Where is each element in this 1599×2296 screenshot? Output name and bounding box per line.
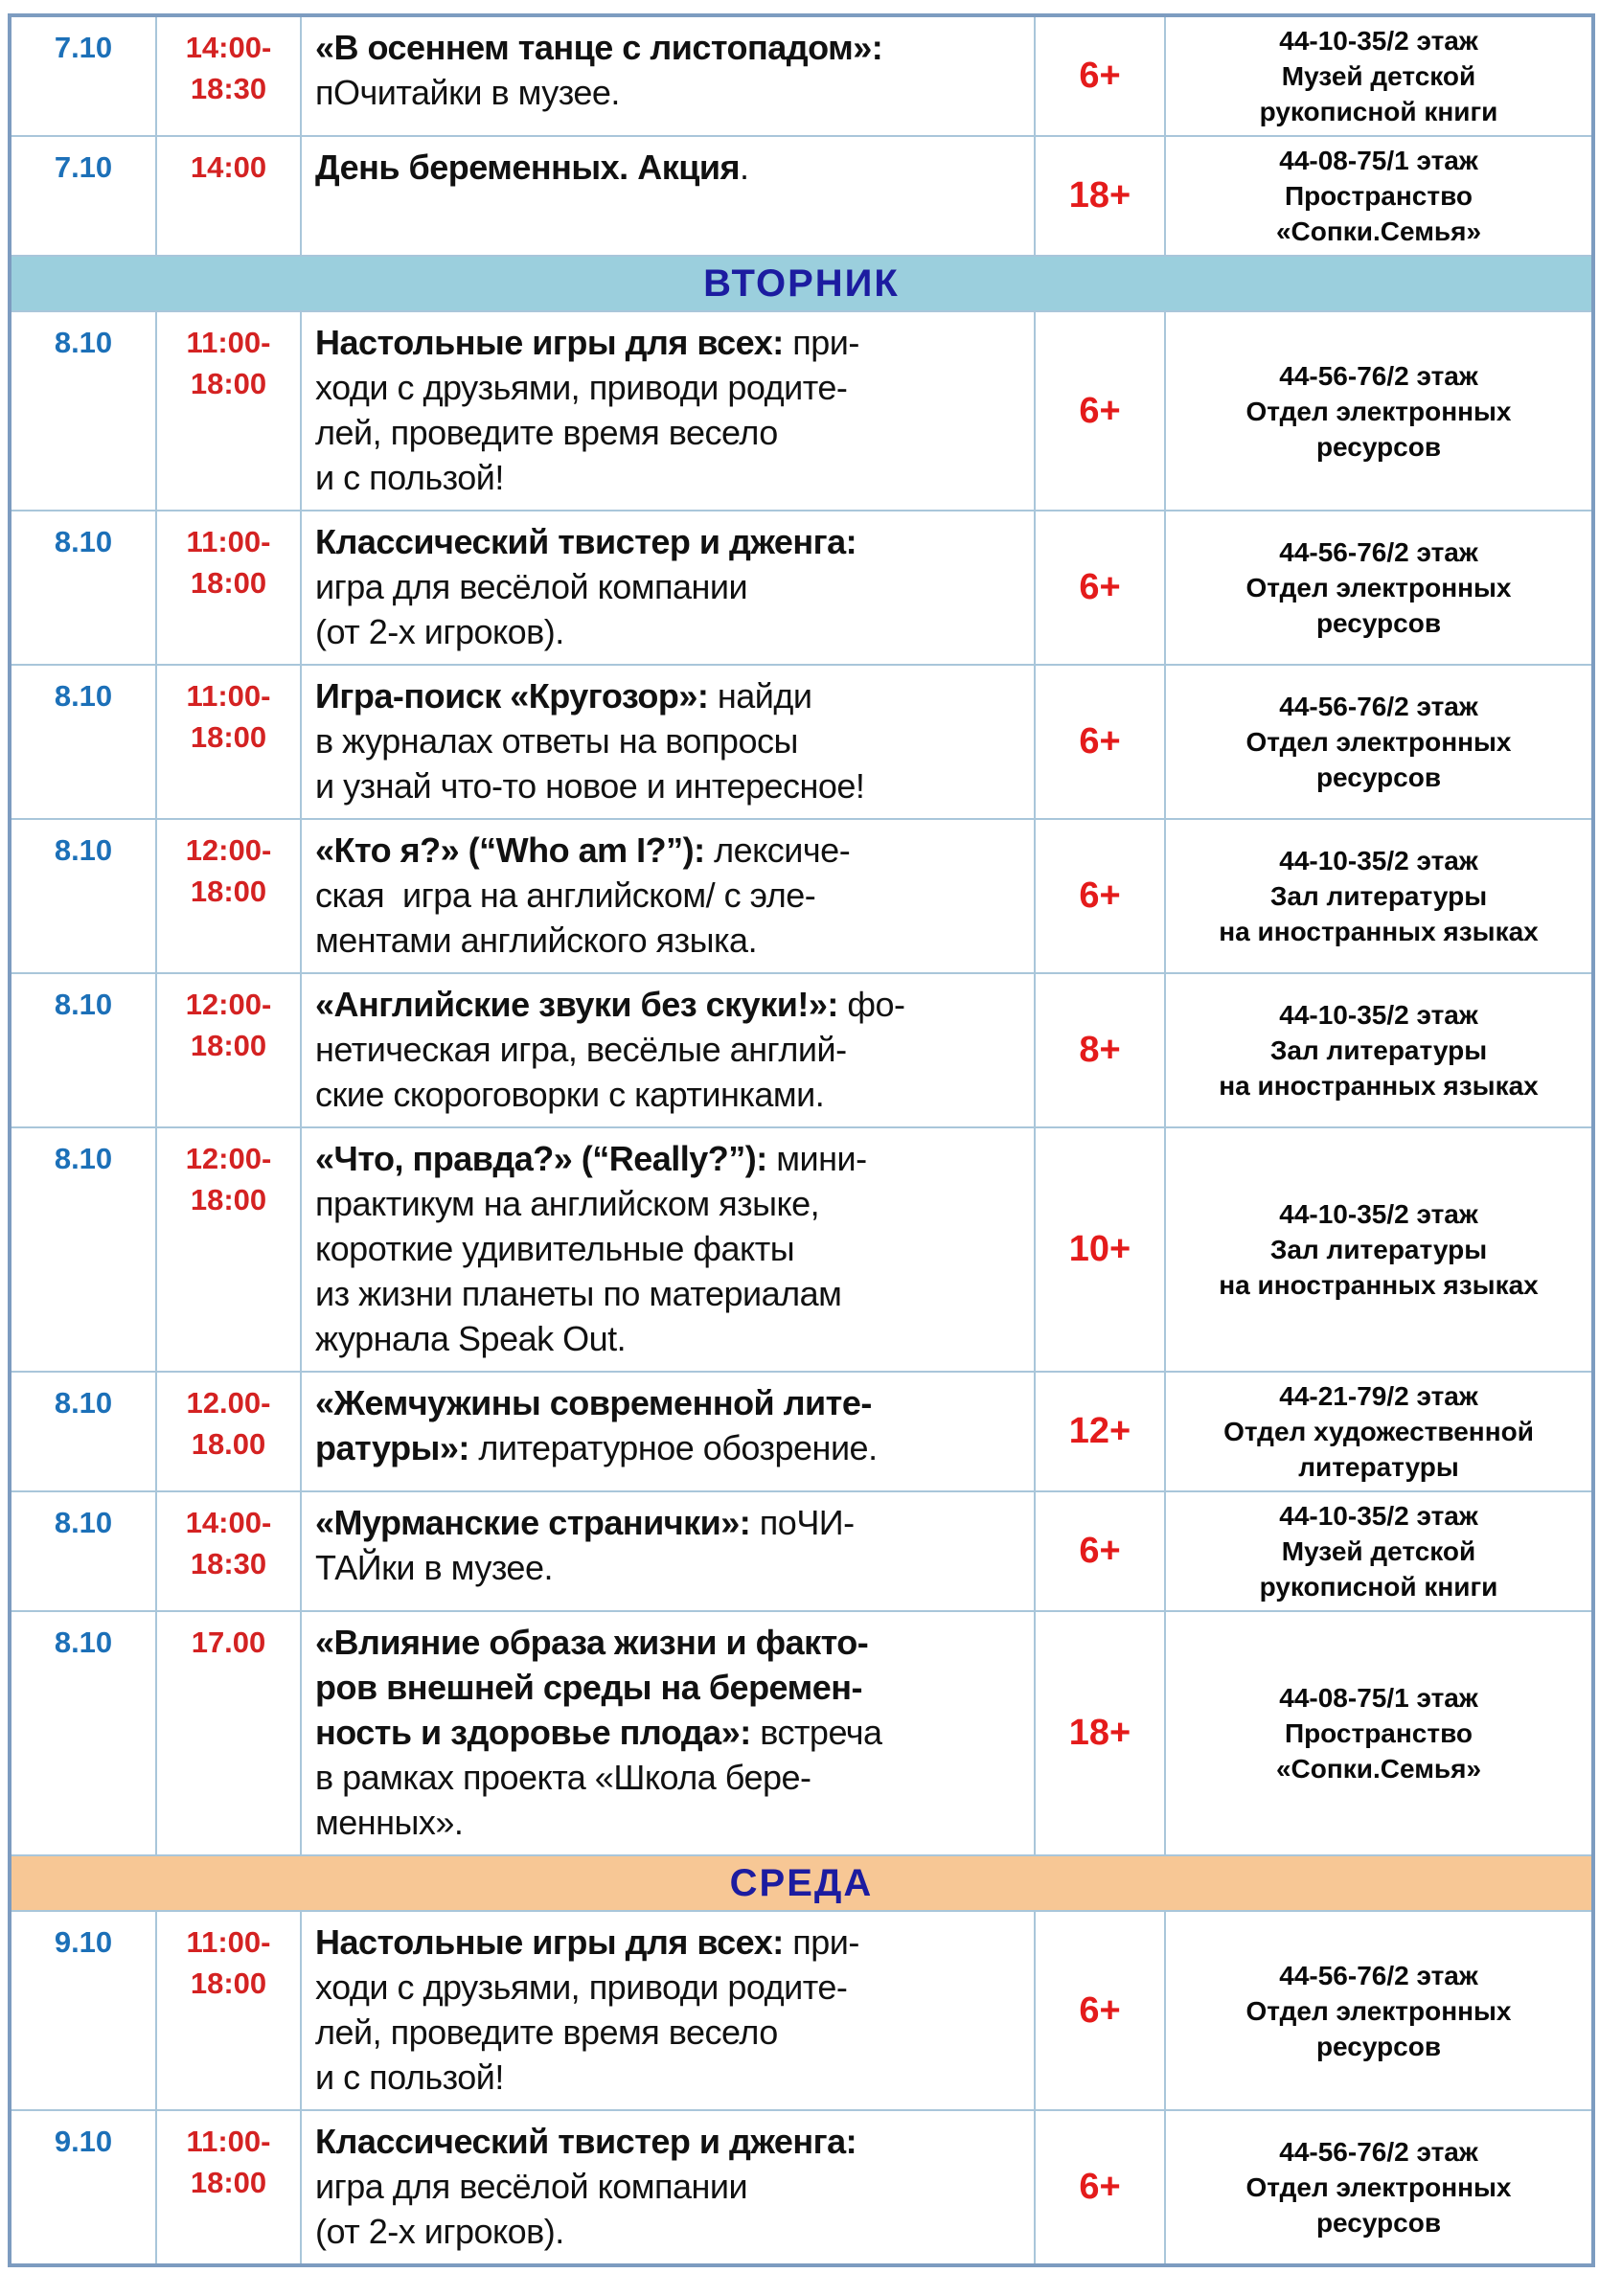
location-cell: [1165, 973, 1593, 1127]
age-cell: [1035, 665, 1165, 819]
location-line: 44-10-35/2 этаж: [1279, 1000, 1478, 1030]
event-date: 8.10: [54, 525, 113, 558]
age-cell: [1035, 311, 1165, 511]
description-line: [315, 873, 1026, 918]
description-segment: журнала Speak Out.: [315, 1319, 627, 1358]
event-time-line: 18:00: [190, 367, 267, 400]
description-segment: практикум на английском языке,: [315, 1184, 820, 1223]
description-segment: найди: [708, 676, 812, 716]
age-cell: [1035, 15, 1165, 136]
location-cell: [1165, 1127, 1593, 1372]
location-line: на иностранных языках: [1219, 917, 1539, 946]
description-segment: пОчитайки в музее.: [315, 73, 620, 112]
location-line: Отдел электронных: [1245, 727, 1512, 757]
age-badge: 6+: [1079, 721, 1121, 762]
description-segment: игра для весёлой компании: [315, 567, 748, 606]
age-badge: 6+: [1079, 2167, 1121, 2207]
location-line: «Сопки.Семья»: [1275, 1754, 1482, 1784]
description-line: [315, 2209, 1026, 2254]
location-cell: [1165, 511, 1593, 665]
description-segment: «Английские звуки без скуки!»:: [315, 985, 838, 1024]
event-date: 8.10: [54, 1625, 113, 1659]
event-date: 7.10: [54, 31, 113, 64]
event-time-line: 11:00-: [186, 326, 271, 359]
day-header-label: СРЕДА: [10, 1855, 1593, 1911]
description-line: [315, 1710, 1026, 1755]
event-time-line: 18.00: [191, 1427, 266, 1461]
location-line: Отдел художественной: [1223, 1417, 1534, 1446]
description-segment: поЧИ-: [750, 1503, 855, 1542]
location-line: Отдел электронных: [1245, 573, 1512, 602]
location-line: 44-56-76/2 этаж: [1279, 360, 1478, 391]
age-badge: 18+: [1068, 1713, 1131, 1753]
location-cell: [1165, 136, 1593, 256]
age-badge: 8+: [1079, 1030, 1121, 1070]
description-segment: короткие удивительные факты: [315, 1229, 795, 1268]
description-segment: ская игра на английском/ с эле-: [315, 875, 816, 915]
event-time-line: 17.00: [191, 1625, 266, 1659]
location-line: ресурсов: [1315, 2031, 1442, 2061]
time-cell: [156, 819, 301, 973]
event-date: 7.10: [54, 150, 113, 184]
event-time-line: 18:00: [190, 566, 267, 600]
event-time-line: 18:30: [190, 72, 267, 105]
event-time-line: 14:00-: [185, 31, 272, 64]
description-segment: ность и здоровье плода»:: [315, 1713, 751, 1752]
description-segment: ров внешней среды на беремен-: [315, 1668, 862, 1707]
description-segment: при-: [783, 323, 859, 362]
description-segment: нетическая игра, весёлые англий-: [315, 1030, 847, 1069]
description-line: [315, 410, 1026, 455]
description-cell: [301, 819, 1035, 973]
description-line: [315, 1027, 1026, 1072]
event-time-line: 18:00: [190, 720, 267, 754]
location-line: рукописной книги: [1259, 97, 1498, 126]
description-line: [315, 1920, 1026, 1965]
description-segment: Игра-поиск «Кругозор»:: [315, 676, 709, 716]
event-row: [10, 311, 1593, 511]
description-cell: [301, 1372, 1035, 1491]
event-time-line: 12:00-: [185, 988, 272, 1021]
description-segment: ские скороговорки с картинками.: [315, 1075, 825, 1114]
description-segment: в журналах ответы на вопросы: [315, 721, 798, 761]
event-date: 8.10: [54, 1386, 113, 1420]
location-cell: [1165, 1372, 1593, 1491]
event-date: 8.10: [54, 1506, 113, 1539]
event-row: [10, 511, 1593, 665]
description-segment: встреча: [750, 1713, 882, 1752]
description-line: [315, 1965, 1026, 2010]
location-cell: [1165, 1491, 1593, 1611]
location-line: 44-56-76/2 этаж: [1279, 2137, 1478, 2167]
description-segment: из жизни планеты по материалам: [315, 1274, 842, 1313]
description-cell: [301, 1491, 1035, 1611]
event-row: [10, 819, 1593, 973]
event-row: [10, 136, 1593, 256]
event-time-line: 18:00: [190, 1966, 267, 2000]
age-badge: 6+: [1079, 1989, 1121, 2031]
location-cell: [1165, 1611, 1593, 1855]
description-segment: лексиче-: [704, 830, 851, 870]
description-line: [315, 365, 1026, 410]
description-segment: ТАЙки в музее.: [315, 1548, 553, 1587]
location-cell: [1165, 2110, 1593, 2265]
description-line: [315, 1316, 1026, 1361]
event-date: 8.10: [54, 326, 113, 359]
time-cell: [156, 15, 301, 136]
age-badge: 10+: [1068, 1229, 1131, 1269]
event-date: 8.10: [54, 1142, 113, 1175]
event-time-line: 11:00-: [186, 1925, 271, 1959]
time-cell: [156, 1491, 301, 1611]
location-line: 44-56-76/2 этаж: [1279, 537, 1478, 567]
description-segment: Классический твистер и дженга:: [315, 522, 857, 561]
description-segment: игра для весёлой компании: [315, 2167, 748, 2206]
description-segment: и узнай что-то новое и интересное!: [315, 766, 865, 806]
location-line: 44-08-75/1 этаж: [1279, 146, 1478, 175]
event-row: [10, 15, 1593, 136]
day-header-row: [10, 256, 1593, 311]
age-badge: 12+: [1068, 1411, 1131, 1451]
location-line: Зал литературы: [1269, 1035, 1488, 1065]
description-line: [315, 918, 1026, 963]
description-line: [315, 564, 1026, 609]
description-line: [315, 320, 1026, 365]
location-cell: [1165, 15, 1593, 136]
description-line: [315, 1425, 1026, 1470]
description-cell: [301, 311, 1035, 511]
location-cell: [1165, 819, 1593, 973]
location-line: 44-10-35/2 этаж: [1279, 846, 1478, 875]
location-line: 44-10-35/2 этаж: [1279, 26, 1478, 56]
location-line: 44-56-76/2 этаж: [1279, 1960, 1478, 1990]
description-line: [315, 1800, 1026, 1845]
age-cell: [1035, 973, 1165, 1127]
description-line: [315, 2119, 1026, 2164]
description-line: [315, 609, 1026, 654]
event-time-line: 12.00-: [186, 1386, 271, 1420]
day-header-row: [10, 1855, 1593, 1911]
event-time-line: 14:00-: [185, 1506, 272, 1539]
event-time-line: 12:00-: [185, 833, 272, 867]
age-cell: [1035, 511, 1165, 665]
event-time-line: 18:30: [190, 1547, 267, 1580]
age-badge: 18+: [1068, 175, 1131, 216]
time-cell: [156, 973, 301, 1127]
location-line: Отдел электронных: [1245, 2172, 1512, 2202]
time-cell: [156, 511, 301, 665]
description-line: [315, 455, 1026, 500]
age-badge: 6+: [1079, 390, 1121, 431]
description-segment: мини-: [766, 1139, 867, 1178]
date-cell: [10, 311, 156, 511]
description-segment: «Мурманские странички»:: [315, 1503, 751, 1542]
description-line: [315, 2010, 1026, 2055]
description-cell: [301, 2110, 1035, 2265]
date-cell: [10, 15, 156, 136]
time-cell: [156, 136, 301, 256]
description-segment: и с пользой!: [315, 458, 504, 497]
description-line: [315, 1181, 1026, 1226]
location-line: Музей детской: [1281, 1536, 1476, 1566]
location-line: Музей детской: [1281, 61, 1476, 91]
age-cell: [1035, 819, 1165, 973]
description-segment: Настольные игры для всех:: [315, 323, 784, 362]
event-date: 9.10: [54, 2125, 113, 2158]
time-cell: [156, 311, 301, 511]
location-line: Пространство: [1284, 181, 1473, 211]
description-segment: ходи с друзьями, приводи родите-: [315, 1967, 848, 2007]
location-cell: [1165, 665, 1593, 819]
description-line: [315, 2055, 1026, 2100]
description-segment: ратуры»:: [315, 1428, 469, 1467]
description-line: [315, 1226, 1026, 1271]
age-badge: 6+: [1079, 567, 1121, 607]
date-cell: [10, 665, 156, 819]
description-segment: (от 2-х игроков).: [315, 612, 564, 651]
event-row: [10, 1911, 1593, 2110]
description-line: [315, 982, 1026, 1027]
event-time-line: 18:00: [190, 2166, 267, 2199]
description-cell: [301, 1611, 1035, 1855]
event-row: [10, 1491, 1593, 1611]
location-line: 44-56-76/2 этаж: [1279, 692, 1478, 721]
date-cell: [10, 2110, 156, 2265]
description-segment: лей, проведите время весело: [315, 2012, 778, 2052]
event-time-line: 18:00: [190, 1183, 267, 1216]
description-segment: литературное обозрение.: [468, 1428, 878, 1467]
event-date: 8.10: [54, 679, 113, 713]
description-segment: День беременных. Акция: [315, 148, 740, 187]
date-cell: [10, 511, 156, 665]
date-cell: [10, 819, 156, 973]
description-segment: «Кто я?» (“Who am I?”):: [315, 830, 705, 870]
event-date: 8.10: [54, 833, 113, 867]
description-segment: лей, проведите время весело: [315, 413, 778, 452]
time-cell: [156, 665, 301, 819]
description-segment: «Влияние образа жизни и факто-: [315, 1623, 869, 1662]
event-row: [10, 1372, 1593, 1491]
location-line: «Сопки.Семья»: [1275, 216, 1482, 246]
description-segment: и с пользой!: [315, 2057, 504, 2097]
location-line: литературы: [1298, 1452, 1459, 1482]
description-cell: [301, 973, 1035, 1127]
location-line: на иностранных языках: [1219, 1071, 1539, 1101]
description-segment: (от 2-х игроков).: [315, 2212, 564, 2251]
description-cell: [301, 1127, 1035, 1372]
description-line: [315, 718, 1026, 763]
location-line: рукописной книги: [1259, 1572, 1498, 1602]
description-line: [315, 1072, 1026, 1117]
date-cell: [10, 973, 156, 1127]
location-line: ресурсов: [1315, 608, 1442, 638]
event-time-line: 12:00-: [185, 1142, 272, 1175]
location-line: ресурсов: [1315, 762, 1442, 792]
day-header-label: ВТОРНИК: [10, 256, 1593, 311]
description-segment: ментами английского языка.: [315, 921, 758, 960]
description-segment: Настольные игры для всех:: [315, 1922, 784, 1962]
description-line: [315, 1755, 1026, 1800]
description-line: [315, 1136, 1026, 1181]
location-line: ресурсов: [1315, 2208, 1442, 2238]
location-line: 44-08-75/1 этаж: [1279, 1683, 1478, 1713]
description-cell: [301, 665, 1035, 819]
time-cell: [156, 1611, 301, 1855]
age-cell: [1035, 1127, 1165, 1372]
event-row: [10, 665, 1593, 819]
event-time-line: 11:00-: [186, 2125, 271, 2158]
description-line: [315, 1271, 1026, 1316]
description-line: [315, 763, 1026, 808]
description-segment: при-: [783, 1922, 859, 1962]
date-cell: [10, 1491, 156, 1611]
description-cell: [301, 136, 1035, 256]
location-line: ресурсов: [1315, 431, 1442, 462]
age-cell: [1035, 136, 1165, 256]
event-row: [10, 2110, 1593, 2265]
event-date: 9.10: [54, 1925, 113, 1959]
description-line: [315, 1620, 1026, 1665]
location-line: Отдел электронных: [1245, 1995, 1512, 2026]
event-time-line: 14:00: [190, 150, 267, 184]
description-segment: .: [739, 148, 749, 187]
description-line: [315, 70, 1026, 115]
event-time-line: 18:00: [190, 1029, 267, 1062]
date-cell: [10, 1611, 156, 1855]
description-line: [315, 828, 1026, 873]
location-cell: [1165, 1911, 1593, 2110]
age-badge: 6+: [1079, 56, 1121, 96]
description-segment: «Что, правда?» (“Really?”):: [315, 1139, 767, 1178]
location-line: Зал литературы: [1269, 1235, 1488, 1264]
location-line: Зал литературы: [1269, 881, 1488, 911]
time-cell: [156, 1127, 301, 1372]
age-badge: 6+: [1079, 1531, 1121, 1571]
description-line: [315, 145, 1026, 190]
location-line: на иностранных языках: [1219, 1270, 1539, 1300]
description-segment: «В осеннем танце с листопадом»:: [315, 28, 883, 67]
location-cell: [1165, 311, 1593, 511]
description-cell: [301, 511, 1035, 665]
age-cell: [1035, 2110, 1165, 2265]
description-line: [315, 1380, 1026, 1425]
description-line: [315, 25, 1026, 70]
description-segment: в рамках проекта «Школа бере-: [315, 1758, 811, 1797]
schedule-table: [8, 13, 1595, 2267]
time-cell: [156, 2110, 301, 2265]
description-segment: фо-: [837, 985, 905, 1024]
event-time-line: 11:00-: [186, 679, 271, 713]
location-line: Отдел электронных: [1245, 396, 1512, 426]
event-row: [10, 1127, 1593, 1372]
description-line: [315, 1545, 1026, 1590]
location-line: Пространство: [1284, 1718, 1473, 1748]
age-cell: [1035, 1491, 1165, 1611]
age-cell: [1035, 1611, 1165, 1855]
date-cell: [10, 1372, 156, 1491]
event-time-line: 18:00: [190, 875, 267, 908]
age-badge: 6+: [1079, 875, 1121, 916]
event-row: [10, 1611, 1593, 1855]
location-line: 44-10-35/2 этаж: [1279, 1501, 1478, 1531]
description-line: [315, 1500, 1026, 1545]
age-cell: [1035, 1911, 1165, 2110]
date-cell: [10, 1127, 156, 1372]
description-line: [315, 2164, 1026, 2209]
description-segment: Классический твистер и дженга:: [315, 2122, 857, 2161]
description-cell: [301, 15, 1035, 136]
schedule-body: [10, 15, 1593, 2265]
event-time-line: 11:00-: [186, 525, 271, 558]
date-cell: [10, 1911, 156, 2110]
description-segment: «Жемчужины современной лите-: [315, 1383, 872, 1422]
date-cell: [10, 136, 156, 256]
age-cell: [1035, 1372, 1165, 1491]
description-segment: ходи с друзьями, приводи родите-: [315, 368, 848, 407]
event-row: [10, 973, 1593, 1127]
description-segment: менных».: [315, 1803, 464, 1842]
time-cell: [156, 1911, 301, 2110]
time-cell: [156, 1372, 301, 1491]
description-cell: [301, 1911, 1035, 2110]
description-line: [315, 673, 1026, 718]
description-line: [315, 519, 1026, 564]
location-line: 44-10-35/2 этаж: [1279, 1199, 1478, 1229]
description-line: [315, 1665, 1026, 1710]
event-date: 8.10: [54, 988, 113, 1021]
location-line: 44-21-79/2 этаж: [1279, 1381, 1478, 1411]
